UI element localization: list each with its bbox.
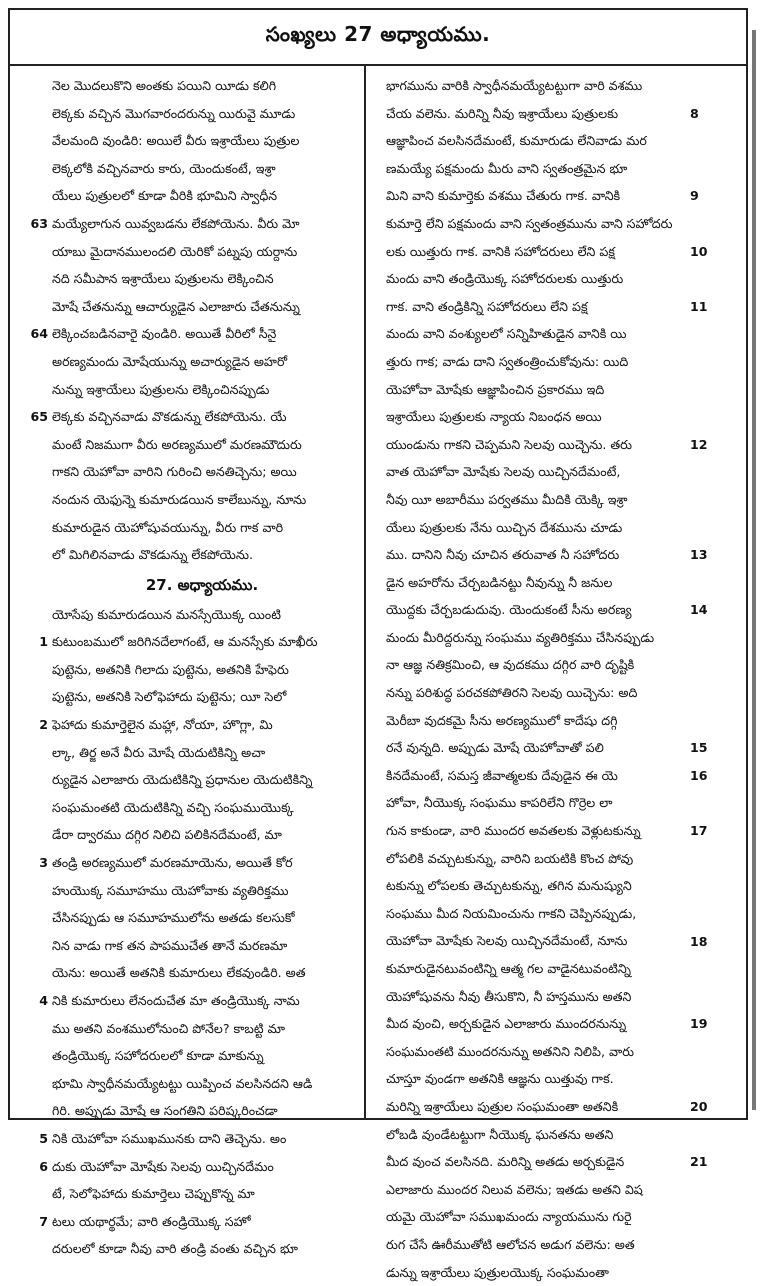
text-line: నికి కుమారులు లేనందుచేత మా తండ్రియొక్క నామ [52, 993, 300, 1008]
verse-number: 8 [690, 105, 699, 121]
verse-number: 7 [39, 1214, 48, 1229]
text-line: రుగ చేసే ఊరీముతోటి ఆలోచన అడుగ వలెను: అత [386, 1236, 635, 1252]
verse-number: 16 [690, 768, 708, 783]
text-line: భూమి స్వాధీనమయ్యేటట్టు యిప్పించ వలసినదని ఆడి [52, 1075, 313, 1091]
verse-number: 19 [690, 1016, 708, 1032]
verse-number: 5 [39, 1131, 48, 1147]
text-line: మందు మీరిద్దరున్ను సంఘము వ్యతిరిక్తము చేసినప్పుడు [386, 629, 655, 645]
text-line: దుకు యెహోవా మోషేకు సెలవు యిచ్చినదేమం [52, 1158, 274, 1174]
text-line: వాత యెహోవా మోషేకు సెలవు యిచ్చినదేమంటే, [386, 464, 621, 480]
verse-number: 15 [690, 740, 708, 756]
text-line: యుండును గాకని చెప్పమని సెలవు యిచ్చెను. తరు [386, 436, 632, 452]
text-line: లోబడి వుండేటట్టుగా నీయొక్క ఘనతను అతని [386, 1126, 614, 1142]
verse-number: 13 [690, 547, 708, 563]
text-line: మందు వాని తండ్రియొక్క సహోదరులకు యిత్తురు [386, 271, 624, 287]
verse-number: 63 [30, 216, 48, 231]
verse-number: 21 [690, 1154, 708, 1170]
verse-number: 10 [690, 243, 708, 259]
verse-number: 1 [39, 634, 48, 650]
column-divider [364, 66, 366, 1120]
text-line: కుమారుడైనటువంటిన్ని ఆత్మ గల వాడైనటువంటిన్ని [386, 961, 631, 976]
text-line: యేలు పుత్రులలో కూడా వీరికి భూమిని స్వాధీన [52, 188, 278, 204]
text-line: త్తురు గాక; వాడు దాని స్వతంత్రించుకోవును: యిది [386, 353, 629, 369]
text-line: నున్ను ఇశ్రాయేలు పుత్రులను లెక్కించినప్పుడు [52, 381, 270, 397]
verse-number: 9 [690, 188, 699, 204]
text-line: మీద వుంచి, అర్చకుడైన ఎలాజారు ముందరనున్ను [386, 1016, 627, 1032]
text-line: కుటుంబములో జరిగినదేలాగంటే, ఆ మనస్సేకు మాఖీరు [52, 634, 318, 650]
text-line: చేయ వలెను. మరిన్ని నీవు ఇశ్రాయేలు పుత్రులకు [386, 105, 619, 121]
text-line: డేరా ద్వారము దగ్గిర నిలిచి పలికినదేమంటే, మా [52, 827, 282, 843]
text-line: ఆజ్ఞాపించ వలసినదేమంటే, కుమారుడు లేనివాడు మర [386, 133, 647, 149]
text-line: టే, సెలోఫెహాదు కుమార్తెలు చెప్పుకొన్న మా [52, 1186, 255, 1202]
text-line: మంటే నిజముగా వీరు అరణ్యములో మరణమౌదురు [52, 436, 302, 452]
page-header [8, 8, 748, 66]
verse-number: 20 [690, 1099, 708, 1115]
text-line: ఫెహాదు కుమార్తెలైన మహ్లా, నోయా, హొగ్లా, మి [52, 717, 273, 733]
text-line: ర్యుడైన ఎలాజారు యెదుటికిన్ని ప్రధానుల యెదుటికిన్ని [52, 772, 313, 788]
text-line: మరిన్ని ఇశ్రాయేలు పుత్రుల సంఘమంతా అతనికి [386, 1098, 619, 1114]
text-line: కినదేమంటే, సమస్త జీవాత్మలకు దేవుడైన ఈ యె [386, 767, 618, 783]
text-line: మిని వాని కుమార్తెకు వశము చేతురు గాక. వానికి [386, 188, 621, 204]
page-edge-shadow [752, 30, 756, 1110]
text-line: ము అతని వంశములోనుంచి పోనేల? కాబట్టి మా [52, 1020, 285, 1036]
text-line: లో మిగిలినవాడు వొకడున్ను లేకపోయెను. [52, 547, 254, 563]
chapter-heading: 27. అధ్యాయము. [145, 575, 259, 594]
text-line: గిరి. అప్పుడు మోషే ఆ సంగతిని పరిష్కరించడా [52, 1103, 278, 1119]
text-line: డైన అహరోను చేర్చబడినట్టు నీవున్ను నీ జనుల [386, 574, 613, 590]
verse-number: 11 [690, 298, 708, 314]
text-line: టకున్ను లోపలకు తెచ్చుటకున్ను, తగిన మనుష్యుని [386, 878, 632, 894]
text-line: యెహోషువను నీవు తీసుకొని, నీ హస్తమును అతని [386, 988, 632, 1004]
verse-number: 17 [690, 823, 708, 839]
text-line: నెల మొదలుకొని అంతకు పయిని యీడు కలిగి [52, 78, 277, 93]
text-line: లెక్కించబడినవారై వుండిరి. అయితే వీరిలో సీనై [52, 326, 277, 342]
text-line: చేసినప్పుడు ఆ సమూహములోను అతడు కలసుకో [52, 910, 295, 926]
text-line: గాక. వాని తండ్రికిన్ని సహోదరులు లేని పక్ష [386, 298, 588, 314]
text-line: హోవా, నీయొక్క సంఘము కాపరిలేని గొర్రెల లా [386, 795, 613, 811]
text-line: నిన వాడు గాక తన పాపముచేత తానే మరణమా [52, 937, 288, 953]
text-line: నందున యెఫున్నె కుమారుడయిన కాలేబున్ను, నూను [52, 491, 307, 507]
text-line: యేలు పుత్రులకు నేను యిచ్చిన దేశమును చూడు [386, 519, 623, 535]
text-line: హుయొక్క సమూహము యెహోవాకు వ్యతిరిక్తము [52, 882, 289, 898]
text-line: లెక్కలోకి వచ్చినవారు కారు, యెందుకంటే, ఇశ్రా [52, 160, 276, 176]
verse-number: 12 [690, 436, 708, 452]
text-line: దరులలో కూడా నీవు వారి తండ్రి వంతు వచ్చిన భూ [52, 1241, 298, 1257]
text-line: కుమార్తె లేని పక్షమందు వాని స్వతంత్రమును వాని సహోదరు [386, 215, 673, 231]
text-line: ఇశ్రాయేలు పుత్రులకు న్యాయ నిబంధన అయి [386, 409, 602, 425]
text-line: టలు యథార్థమే; వారి తండ్రియొక్క సహో [52, 1213, 251, 1229]
text-line: నీవు యీ అబారీము పర్వతము మీదికి యెక్కి ఇశ్రా [386, 491, 628, 507]
text-line: సంఘమంతటి యెదుటికిన్ని వచ్చి సంఘముయొక్క [52, 799, 294, 815]
text-line: అరణ్యమందు మోషేయున్ను అచార్యుడైన అహరో [52, 353, 288, 369]
text-line: నా ఆజ్ఞ నతిక్రమించి, ఆ వుదకము దగ్గిర వారి దృష్టికి [386, 657, 635, 673]
verse-number: 14 [690, 602, 708, 618]
text-line: మీద వుంచ వలసినది. మరిన్ని అతడు అర్చకుడైన [386, 1154, 625, 1170]
verse-number: 18 [690, 933, 708, 949]
text-line: ల్కా, తిర్జ అనే వీరు మోషే యెదుటికిన్ని అచా [52, 744, 266, 760]
text-line: డున్ను ఇశ్రాయేలు పుత్రులయొక్క సంఘమంతా [386, 1264, 609, 1280]
text-line: యాబు మైదానములందలి యెరికో పట్నపు యర్దాను [52, 243, 298, 259]
text-line: యెహోవా మోషేకు సెలవు యిచ్చినదేమంటే, నూను [386, 933, 628, 949]
text-line: లకు యిత్తురు గాక. వానికి సహోదరులు లేని పక్ష [386, 243, 615, 259]
text-line: నికి యెహోవా సముఖమునకు దాని తెచ్చెను. అం [52, 1130, 287, 1146]
text-line: పుట్టెను, అతనికి గిలాదు పుట్టెను, అతనికి హేఫెరు [52, 661, 289, 677]
text-line: రనే వున్నది. అప్పుడు మోషే యెహోవాతో పలి [386, 740, 604, 756]
verse-number: 4 [39, 993, 48, 1009]
right-column [386, 72, 682, 1280]
text-line: మోషే చేతనున్ను ఆచార్యుడైన ఎలాజారు చేతనున్ను [52, 298, 300, 314]
page-title: సంఖ్యలు 27 అధ్యాయము. [265, 21, 491, 46]
text-line: లెక్కకు వచ్చిన మొగవారందరున్ను యిరువై మూడు [52, 105, 296, 121]
text-line: యమై యెహోవా సముఖమందు న్యాయమును గురై [386, 1209, 632, 1225]
verse-number: 64 [30, 326, 48, 342]
text-line: లెక్కకు వచ్చినవాడు వొకడున్ను లేకపోయెను. యే [52, 409, 287, 425]
left-column [52, 72, 352, 1257]
text-line: ణమయ్యే పక్షమందు మీరు వాని స్వతంత్రమైన భూ [386, 160, 628, 176]
text-line: సంఘము మీద నియమించును గాకని చెప్పినప్పుడు, [386, 905, 637, 921]
verse-number: 3 [39, 855, 48, 871]
text-line: యెను: అయితే అతనికి కుమారులు లేకవుండిరి. అత [52, 965, 306, 981]
text-line: గున కాకుండా, వారి ముందర అవతలకు వెళ్లుటకున్ను [386, 823, 641, 839]
text-line: ఎలాజారు ముందర నిలువ వలెను; ఇతడు అతని విష [386, 1181, 643, 1197]
text-line: తండ్రి అరణ్యములో మరణమాయెను, అయితే కోర [52, 855, 293, 871]
text-line: లోపలికి వచ్చుటకున్ను, వారిని బయటికి కొంచ పోవు [386, 850, 634, 866]
text-line: మెరీబా వుదకమై సీను అరణ్యములో కాదేషు దగ్గి [386, 712, 618, 728]
text-line: చూస్తూ వుండగా అతనికి ఆజ్ఞను యిత్తువు గాక. [386, 1071, 614, 1087]
text-line: వేలమంది వుండిరి: అయిలే వీరు ఇశ్రాయేలు పుత్రుల [52, 133, 300, 149]
text-line: మయ్యేలాగున యివ్వబడను లేకపోయెను. వీరు మో [52, 215, 300, 231]
text-line: పుట్టెను, అతనికి సెలోఫెహాదు పుట్టెను; యీ సెలో [52, 689, 287, 705]
text-line: తండ్రియొక్క సహోదరులలో కూడా మాకున్ను [52, 1048, 264, 1064]
text-line: యెహోవా మోషేకు ఆజ్ఞాపించిన ప్రకారము ఇది [386, 381, 605, 397]
text-line: భాగమును వారికి స్వాధీనమయ్యేటట్టుగా వారి వశము [386, 78, 643, 93]
text-line: ము. దానిని నీవు చూచిన తరువాత నీ సహోదరు [386, 547, 620, 563]
text-line: యొద్దకు చేర్చబడుదువు. యెందుకంటే సీను అరణ్య [386, 602, 632, 618]
text-line: నది సమీపాన ఇశ్రాయేలు పుత్రులను లెక్కించిన [52, 271, 274, 287]
verse-number: 65 [30, 409, 48, 425]
verse-number: 2 [39, 717, 48, 733]
text-line: కుమారుడైన యెహోషువయున్ను, వీరు గాక వారి [52, 519, 284, 535]
verse-number: 6 [39, 1158, 48, 1174]
text-line: యోసేపు కుమారుడయిన మనస్సేయొక్క యింటి [52, 606, 281, 622]
text-line: సంఘమంతటి ముందరనున్ను అతనిని నిలిపి, వారు [386, 1043, 635, 1059]
text-line: మందు వాని వంశ్యులలో సన్నిహితుడైన వానికి యి [386, 326, 627, 342]
text-line: గాకని యెహోవా వారిని గురించి అనతిచ్చెను; అయి [52, 464, 297, 480]
text-line: నన్ను పరిశుద్ధ పరచకపోతిరని సెలవు యిచ్చెను: అది [386, 685, 638, 701]
